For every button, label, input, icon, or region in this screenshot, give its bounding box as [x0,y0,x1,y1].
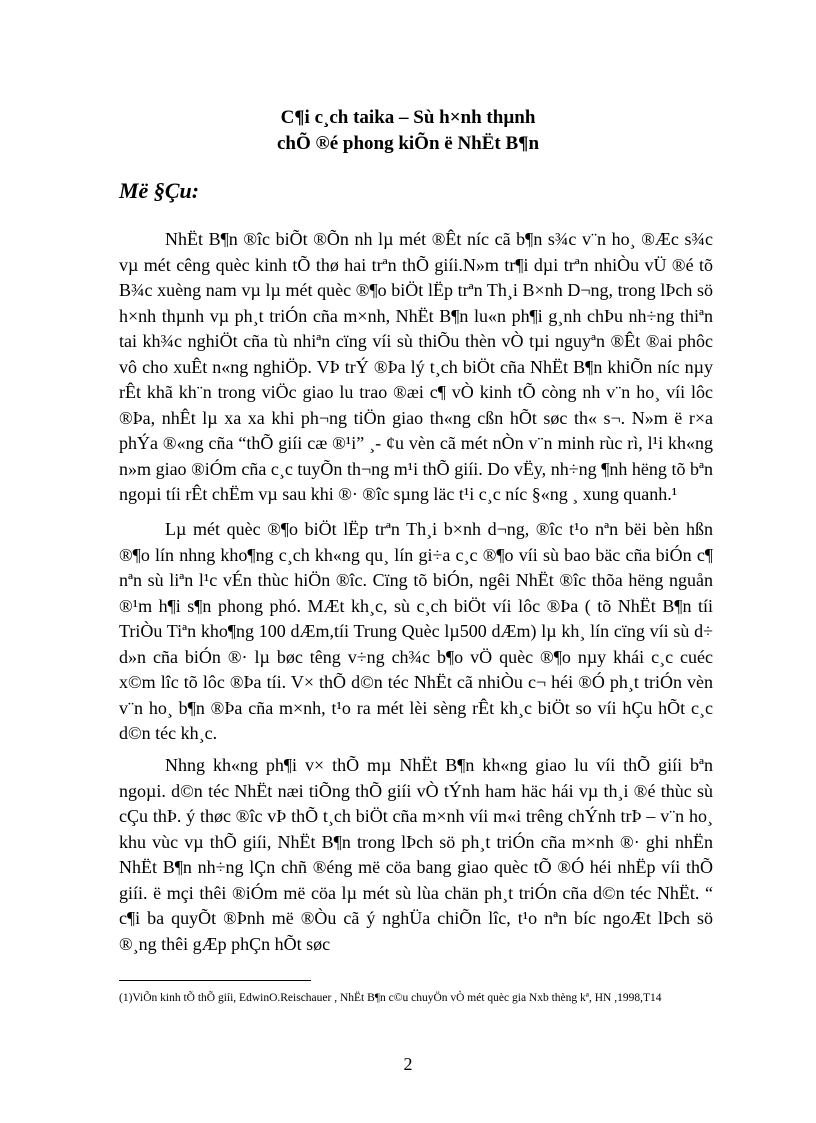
footnote-divider [119,980,311,981]
page-number: 2 [403,1054,413,1074]
section-heading: Më §Çu: [119,178,200,203]
body-paragraph: NhËt B¶n ®îc biÕt ®Õn nh lµ mét ®Êt níc cã b¶n s¾c v¨n ho¸ ®Æc s¾c vµ mét cêng quèc kinh tÕ thø hai trªn thÕ giíi.N»m tr¶i dµi trªn nhiÒu vÜ ®é tõ B¾c xuèng nam vµ lµ mét quèc ®¶o biÖt lËp trªn Th¸i B×nh D¬ng, trong lÞch sö h×nh thµnh vµ ph¸t triÓn cña m×nh, NhËt B¶n lu«n ph¶i g¸nh chÞu nh÷ng thiªn tai kh¾c nghiÖt cña tù nhiªn cïng víi sù thiÕu thèn vÒ tµi nguyªn ®Êt ®ai phôc vô cho xuÊt n«ng nghiÖp. VÞ trÝ ®Þa lý t¸ch biÖt cña NhËt B¶n khiÕn níc nµy rÊt khã kh¨n trong viÖc giao lu trao ®æi c¶ vÒ kinh tÕ còng nh v¨n ho¸ víi lôc ®Þa, nhÊt lµ xa xa khi ph¬ng tiÖn giao th«ng cßn hÕt søc th« s¬. N»m ë r×a phÝa ®«ng cña “thÕ giíi cæ ®¹i” ¸- ¢u vèn cã mét nÒn v¨n minh rùc rì, l¹i kh«ng n»m giao ®iÓm cña c¸c tuyÕn th¬ng m¹i thÕ giíi. Do vËy, nh÷ng ¶nh hëng tõ bªn ngoµi tíi rÊt chËm vµ sau khi ®· ®îc sµng läc t¹i c¸c níc §«ng ¸ xung quanh.¹ [119,229,713,504]
body-paragraph: Nhng kh«ng ph¶i v× thÕ mµ NhËt B¶n kh«ng giao lu víi thÕ giíi bªn ngoµi. d©n téc NhËt næi tiÕng thÕ giíi vÒ tÝnh ham häc hái vµ th¸i ®é thùc sù cÇu thÞ. ý thøc ®îc vÞ thÕ t¸ch biÖt cña m×nh víi m«i trêng chÝnh trÞ – v¨n ho¸ khu vùc vµ thÕ giíi, NhËt B¶n trong lÞch sö ph¸t triÓn cña m×nh ®· ghi nhËn NhËt B¶n nh÷ng lÇn chñ ®éng më cöa bang giao quèc tÕ ®Ó héi nhËp víi thÕ giíi. ë mçi thêi ®iÓm më cöa lµ mét sù lùa chän ph¸t triÓn cña d©n téc NhËt. “ c¶i ba quyÕt ®Þnh më ®Òu cã ý nghÜa chiÕn lîc, t¹o nªn bíc ngoÆt lÞch sö ®¸ng thêi gÆp phÇn hÕt søc [119,755,713,954]
document-title-line1: C¶i c¸ch taika – Sù h×nh thµnh [280,107,536,128]
document-title-line2: chÕ ®é phong kiÕn ë NhËt B¶n [276,133,540,154]
body-paragraph: Lµ mét quèc ®¶o biÖt lËp trªn Th¸i b×nh d¬ng, ®îc t¹o nªn bëi bèn hßn ®¶o lín nhng kho¶ng c¸ch kh«ng qu¸ lín gi÷a c¸c ®¶o víi sù bao bäc cña biÓn c¶ nªn sù liªn l¹c vÉn thùc hiÖn ®îc. Cïng tõ biÓn, ngêi NhËt ®îc thõa hëng nguån ®¹m h¶i s¶n phong phó. MÆt kh¸c, sù c¸ch biÖt víi lôc ®Þa ( tõ NhËt B¶n tíi TriÒu Tiªn kho¶ng 100 dÆm,tíi Trung Quèc lµ500 dÆm) lµ kh¸ lín cïng víi sù d÷ d»n cña biÓn ®· lµ bøc têng v÷ng ch¾c b¶o vÖ quèc ®¶o nµy khái c¸c cuéc x©m lîc tõ lôc ®Þa tíi. V× thÕ d©n téc NhËt cã nhiÒu c¬ héi ®Ó ph¸t triÓn vèn v¨n ho¸ b¶n ®Þa cña m×nh, t¹o ra mét lèi sèng rÊt kh¸c biÖt so víi hÇu hÕt c¸c d©n téc kh¸c. [119,519,713,743]
footnote: (1)ViÕn kinh tÕ thÕ giíi, EdwinO.Reischauer , NhËt B¶n c©u chuyÖn vÒ mét quèc gia Nxb thèng kª, HN ,1998,T14 [119,992,662,1004]
